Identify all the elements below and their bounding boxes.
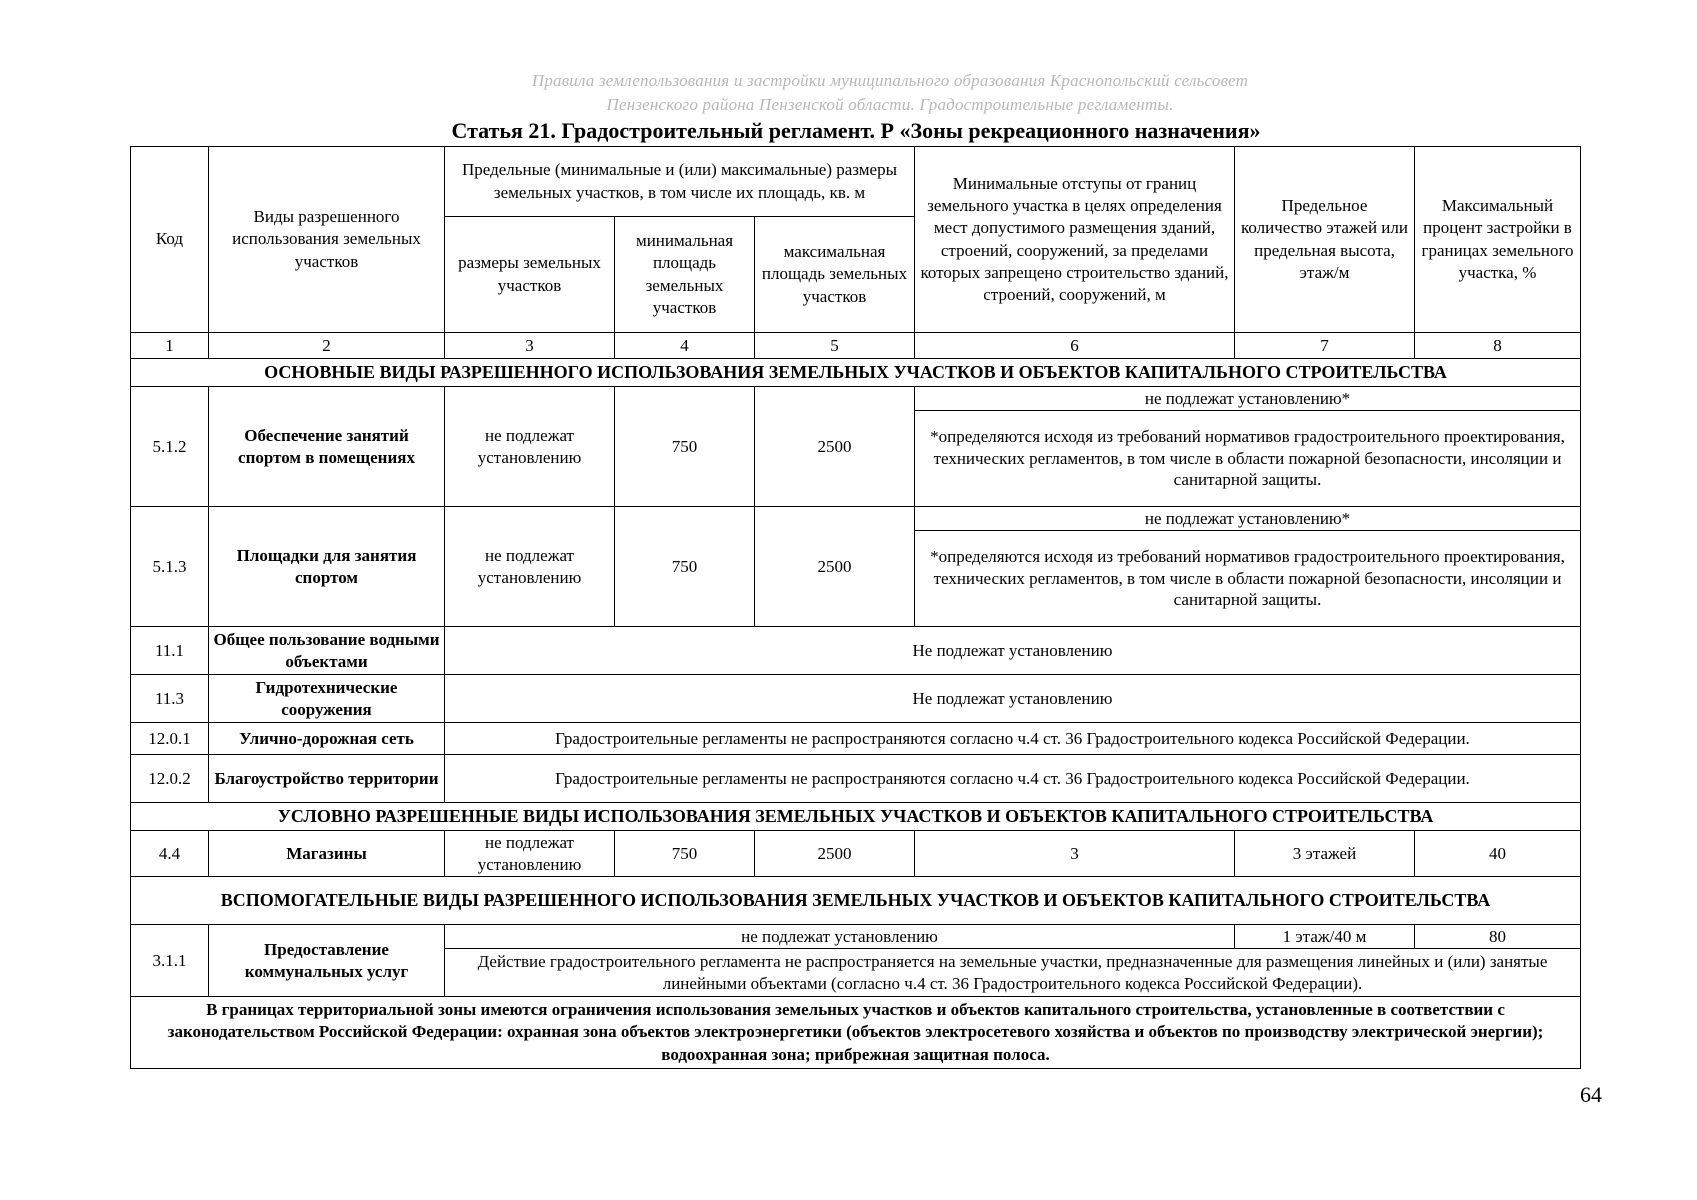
row-value: Не подлежат установлению (445, 627, 1581, 675)
document-header-line-1: Правила землепользования и застройки муниципального образования Краснопольский сельсовет (531, 71, 1249, 90)
row-name: Гидротехнические сооружения (209, 675, 445, 723)
section-conditional: УСЛОВНО РАЗРЕШЕННЫЕ ВИДЫ ИСПОЛЬЗОВАНИЯ ЗЕМЕЛЬНЫХ УЧАСТКОВ И ОБЪЕКТОВ КАПИТАЛЬНОГО СТРОИТЕЛЬСТВА (131, 803, 1581, 831)
row-floors: 3 этажей (1235, 831, 1415, 877)
header-min-area: минимальная площадь земельных участков (615, 217, 755, 333)
page-number: 64 (1580, 1082, 1602, 1107)
row-note: Действие градостроительного регламента не распространяется на земельные участки, предназначенные для размещения линейных и (или) занятые линейными объектами (согласно ч.4 ст. 36 Градостроительного кодекса Российской Федерации). (445, 949, 1581, 997)
row-note: *определяются исходя из требований нормативов градостроительного проектирования, технических регламентов, в том числе в области пожарной безопасности, инсоляции и санитарной защиты. (915, 411, 1581, 507)
row-size: не подлежат установлению (445, 387, 615, 507)
section-auxiliary: ВСПОМОГАТЕЛЬНЫЕ ВИДЫ РАЗРЕШЕННОГО ИСПОЛЬЗОВАНИЯ ЗЕМЕЛЬНЫХ УЧАСТКОВ И ОБЪЕКТОВ КАПИТАЛЬНОГО СТРОИТЕЛЬСТВА (131, 877, 1581, 925)
table-row (131, 507, 1581, 531)
row-note: *определяются исходя из требований нормативов градостроительного проектирования, технических регламентов, в том числе в области пожарной безопасности, инсоляции и санитарной защиты. (915, 531, 1581, 627)
table-row (131, 627, 1581, 675)
table-row (131, 831, 1581, 877)
row-max-area: 2500 (755, 507, 915, 627)
col-number: 1 (131, 333, 209, 359)
section-main: ОСНОВНЫЕ ВИДЫ РАЗРЕШЕННОГО ИСПОЛЬЗОВАНИЯ ЗЕМЕЛЬНЫХ УЧАСТКОВ И ОБЪЕКТОВ КАПИТАЛЬНОГО СТРОИТЕЛЬСТВА (131, 359, 1581, 387)
zone-restrictions-note: В границах территориальной зоны имеются ограничения использования земельных участков и объектов капитального строительства, установленные в соответствии с законодательством Российской Федерации: охранная зона объектов электроэнергетики (объектов электросетевого хозяйства и объектов по производству электрической энергии); водоохранная зона; прибрежная защитная полоса. (131, 997, 1581, 1069)
row-code: 11.3 (131, 675, 209, 723)
table-row (131, 723, 1581, 755)
table-row (131, 387, 1581, 411)
row-note-head: не подлежат установлению* (915, 507, 1581, 531)
header-setbacks: Минимальные отступы от границ земельного участка в целях определения мест допустимого размещения зданий, строений, сооружений, за пределами которых запрещено строительство зданий, строений, сооружений, м (915, 147, 1235, 333)
table-row (131, 755, 1581, 803)
article-title: Статья 21. Градостроительный регламент. Р «Зоны рекреационного назначения» (451, 118, 1261, 143)
row-size: не подлежат установлению (445, 831, 615, 877)
col-number: 5 (755, 333, 915, 359)
row-size: не подлежат установлению (445, 507, 615, 627)
row-max-area: 2500 (755, 387, 915, 507)
regulation-table (130, 146, 1581, 1069)
row-name: Площадки для занятия спортом (209, 507, 445, 627)
header-max-area: максимальная площадь земельных участков (755, 217, 915, 333)
document-header-line-2: Пензенского района Пензенской области. Градостроительные регламенты. (606, 95, 1174, 114)
header-floors: Предельное количество этажей или предельная высота, этаж/м (1235, 147, 1415, 333)
row-code: 11.1 (131, 627, 209, 675)
row-name: Предоставление коммунальных услуг (209, 925, 445, 997)
row-percent: 80 (1415, 925, 1581, 949)
row-note-head: не подлежат установлению* (915, 387, 1581, 411)
row-setback: 3 (915, 831, 1235, 877)
column-number-row (131, 333, 1581, 359)
header-limit-sizes: Предельные (минимальные и (или) максимальные) размеры земельных участков, в том числе их площадь, кв. м (445, 147, 915, 217)
row-value: Не подлежат установлению (445, 675, 1581, 723)
row-min-area: 750 (615, 831, 755, 877)
row-head: не подлежат установлению (445, 925, 1235, 949)
row-name: Улично-дорожная сеть (209, 723, 445, 755)
row-value: Градостроительные регламенты не распространяются согласно ч.4 ст. 36 Градостроительного кодекса Российской Федерации. (445, 755, 1581, 803)
row-max-area: 2500 (755, 831, 915, 877)
header-sizes: размеры земельных участков (445, 217, 615, 333)
header-code: Код (131, 147, 209, 333)
row-code: 12.0.1 (131, 723, 209, 755)
row-min-area: 750 (615, 507, 755, 627)
row-floors: 1 этаж/40 м (1235, 925, 1415, 949)
row-name: Обеспечение занятий спортом в помещениях (209, 387, 445, 507)
table-row (131, 925, 1581, 949)
col-number: 4 (615, 333, 755, 359)
header-max-percent: Максимальный процент застройки в границах земельного участка, % (1415, 147, 1581, 333)
row-code: 5.1.3 (131, 507, 209, 627)
col-number: 3 (445, 333, 615, 359)
row-name: Общее пользование водными объектами (209, 627, 445, 675)
row-name: Магазины (209, 831, 445, 877)
row-code: 12.0.2 (131, 755, 209, 803)
col-number: 7 (1235, 333, 1415, 359)
table-row (131, 675, 1581, 723)
row-min-area: 750 (615, 387, 755, 507)
row-name: Благоустройство территории (209, 755, 445, 803)
row-value: Градостроительные регламенты не распространяются согласно ч.4 ст. 36 Градостроительного кодекса Российской Федерации. (445, 723, 1581, 755)
col-number: 8 (1415, 333, 1581, 359)
header-kinds: Виды разрешенного использования земельных участков (209, 147, 445, 333)
col-number: 6 (915, 333, 1235, 359)
row-code: 4.4 (131, 831, 209, 877)
row-percent: 40 (1415, 831, 1581, 877)
row-code: 5.1.2 (131, 387, 209, 507)
col-number: 2 (209, 333, 445, 359)
row-code: 3.1.1 (131, 925, 209, 997)
